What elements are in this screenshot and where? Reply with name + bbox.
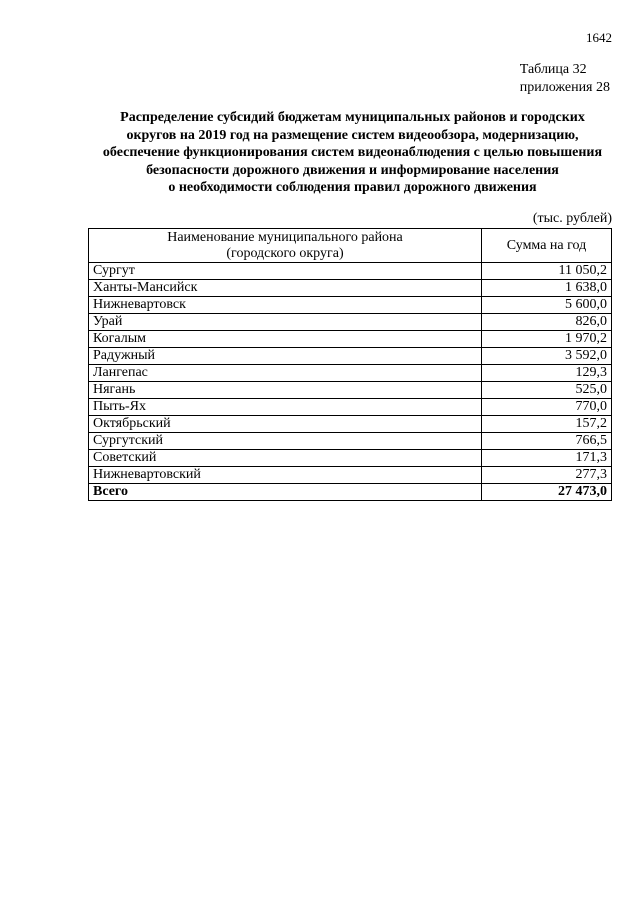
row-name: Когалым (89, 331, 482, 348)
table-ref-line2: приложения 28 (519, 80, 610, 95)
row-value: 766,5 (482, 433, 612, 450)
table-row (89, 297, 612, 314)
row-name: Нягань (89, 382, 482, 399)
table-row (89, 399, 612, 416)
page-number: 1642 (586, 30, 612, 45)
row-value: 129,3 (482, 365, 612, 382)
row-name: Октябрьский (89, 416, 482, 433)
row-name: Ханты-Мансийск (89, 280, 482, 297)
row-value: 157,2 (482, 416, 612, 433)
table-row (89, 280, 612, 297)
total-value: 27 473,0 (482, 484, 612, 501)
row-value: 5 600,0 (482, 297, 612, 314)
title-line2: округов на 2019 год на размещение систем видеообзора, модернизацию, (126, 127, 579, 143)
table-row (89, 365, 612, 382)
table-row (89, 382, 612, 399)
row-value: 3 592,0 (482, 348, 612, 365)
header-name (89, 229, 482, 263)
row-name: Пыть-Ях (89, 399, 482, 416)
header-name-line1: Наименование муниципального района (167, 229, 403, 245)
row-value: 11 050,2 (482, 263, 612, 280)
total-label: Всего (89, 484, 482, 501)
row-value: 277,3 (482, 467, 612, 484)
table-row (89, 450, 612, 467)
row-name: Радужный (89, 348, 482, 365)
title-line4: безопасности дорожного движения и информирование населения (146, 162, 559, 178)
table-row (89, 331, 612, 348)
table-row (89, 416, 612, 433)
row-name: Нижневартовский (89, 467, 482, 484)
header-value: Сумма на год (482, 229, 612, 263)
title-line5: о необходимости соблюдения правил дорожного движения (168, 180, 537, 195)
row-value: 171,3 (482, 450, 612, 467)
row-name: Сургут (89, 263, 482, 280)
table-body (89, 263, 612, 484)
table-row (89, 433, 612, 450)
table-row (89, 314, 612, 331)
subsidy-table (88, 228, 612, 501)
table-reference (520, 61, 610, 97)
row-value: 770,0 (482, 399, 612, 416)
document-title (80, 109, 625, 197)
row-name: Урай (89, 314, 482, 331)
table-header-row (89, 229, 612, 263)
units-label: (тыс. рублей) (532, 211, 612, 226)
row-value: 1 970,2 (482, 331, 612, 348)
row-value: 826,0 (482, 314, 612, 331)
row-value: 1 638,0 (482, 280, 612, 297)
row-name: Сургутский (89, 433, 482, 450)
table-row (89, 263, 612, 280)
table-row (89, 467, 612, 484)
total-row (89, 484, 612, 501)
row-name: Лангепас (89, 365, 482, 382)
row-name: Советский (89, 450, 482, 467)
row-name: Нижневартовск (89, 297, 482, 314)
table-ref-line1: Таблица 32 (519, 62, 587, 77)
row-value: 525,0 (482, 382, 612, 399)
title-line1: Распределение субсидий бюджетам муниципальных районов и городских (120, 110, 585, 125)
title-line3: обеспечение функционирования систем видеонаблюдения с целью повышения (102, 145, 603, 160)
table-row (89, 348, 612, 365)
header-name-line2: (городского округа) (226, 245, 344, 261)
